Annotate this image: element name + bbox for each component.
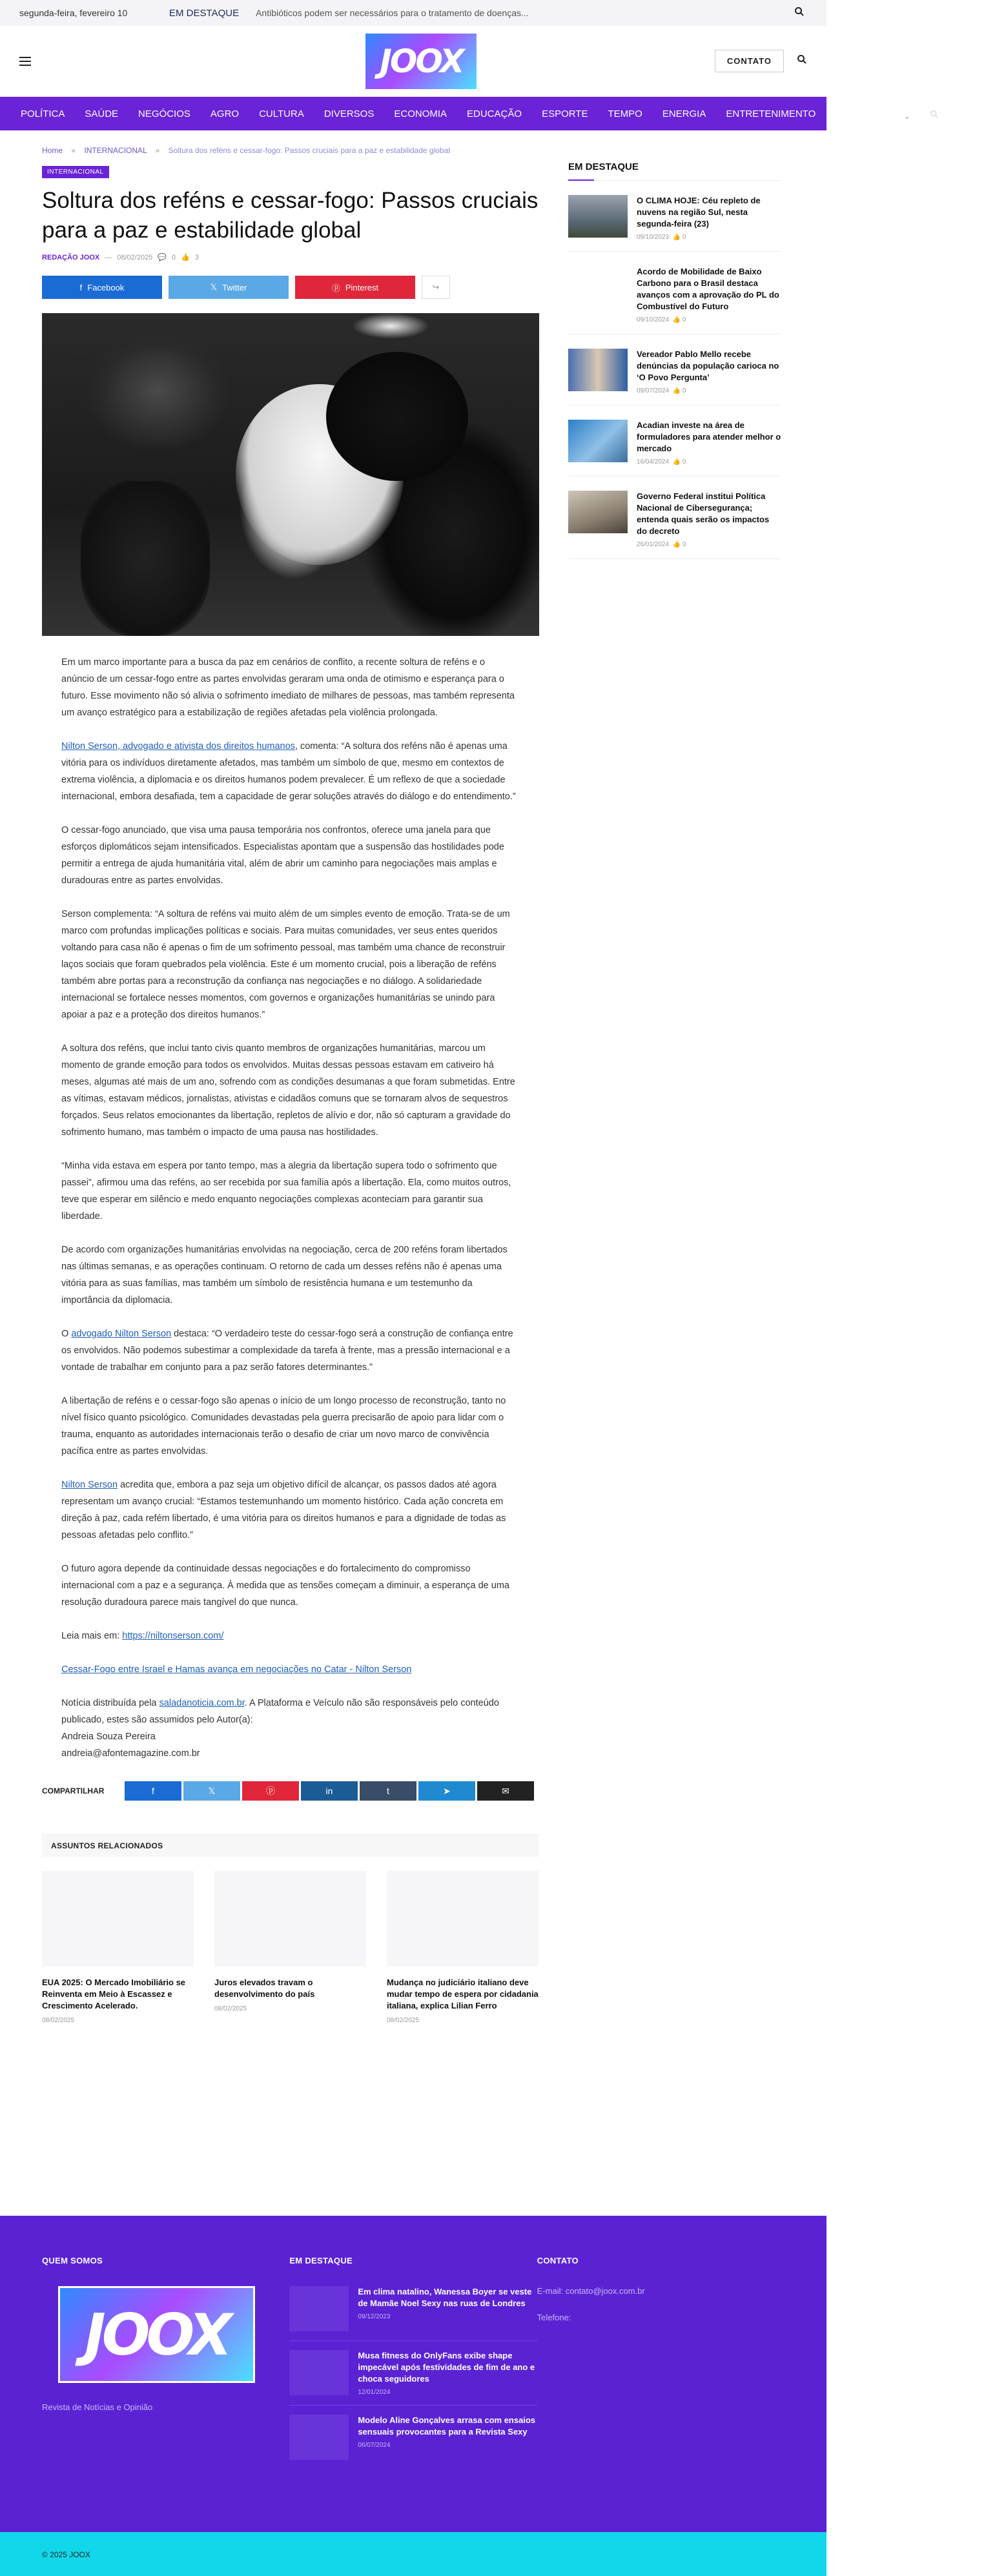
sidebar-post-title[interactable]: Vereador Pablo Mello recebe denúncias da população carioca no ‘O Povo Pergunta’ — [637, 349, 779, 382]
footer-about-heading: QUEM SOMOS — [42, 2256, 103, 2265]
article-paragraph: A soltura dos reféns, que inclui tanto civis quanto membros de organizações humanitárias, marcou um momento de grande emoção para todos os envolvidos. Muitas dessas pessoas estavam em cativeiro há meses, algumas até mais de um ano, sofrendo com as condições desumanas a que foram submetidas. Entre as vítimas, estavam médicos, jornalistas, ativistas e cidadãos comuns que se tornaram alvos de sequestros forçados. Seus relatos emocionantes da libertação, repletos de alívio e dor, não só capturam a gravidade do sofrimento humano, mas também o impacto de uma pausa nas hostilidades. — [61, 1043, 515, 1138]
footer-post-date: 09/12/2023 — [358, 2313, 391, 2320]
article-paragraph — [61, 738, 520, 805]
facebook-icon: f — [79, 282, 83, 292]
sidebar-post-thumbnail[interactable] — [568, 349, 628, 391]
comment-count: 0 — [172, 253, 176, 261]
sidebar-post-thumbnail[interactable] — [568, 195, 628, 238]
related-article-link[interactable]: Cessar-Fogo entre Israel e Hamas avança em negociações no Catar - Nilton Serson — [61, 1664, 412, 1675]
related-item[interactable] — [42, 1871, 194, 2024]
breadcrumb — [42, 130, 539, 165]
author-profile-link[interactable]: Nilton Serson — [61, 1480, 118, 1490]
copyright-text: © 2025 JOOX — [42, 2550, 90, 2559]
top-bar — [0, 0, 826, 26]
sidebar-post-date: 09/07/2024 — [637, 387, 670, 394]
share-twitter-label: Twitter — [222, 282, 247, 292]
footer-post-title[interactable]: Musa fitness do OnlyFans exibe shape impecável após festividades de fim de ano e choca seguidores — [358, 2351, 535, 2384]
pinterest-icon[interactable]: ⓟ — [242, 1781, 299, 1801]
nav-extras — [904, 110, 939, 122]
like-count: 0 — [682, 458, 686, 465]
related-title[interactable]: EUA 2025: O Mercado Imobiliário se Reinventa em Meio à Escassez e Crescimento Acelerado. — [42, 1978, 186, 2010]
footer-post[interactable] — [289, 2286, 537, 2341]
author-profile-link[interactable]: advogado Nilton Serson — [71, 1329, 172, 1339]
article-paragraph: O futuro agora depende da continuidade dessas negociações e do fortalecimento do compromisso internacional com a paz e a segurança. À medida que as tensões começam a diminuir, a esperança de uma resolução duradoura parece mais tangível do que nunca. — [61, 1564, 509, 1608]
share-label: COMPARTILHAR — [42, 1786, 105, 1795]
nav-item-saude[interactable]: SAÚDE — [85, 108, 119, 119]
like-count: 0 — [682, 541, 686, 548]
footer-contact-heading: CONTATO — [537, 2256, 579, 2265]
breadcrumb-home[interactable]: Home — [42, 146, 63, 155]
footer-phone: Telefone: — [537, 2313, 571, 2322]
current-date: segunda-feira, fevereiro 10 — [19, 8, 128, 18]
paragraph-text: , comenta: “A soltura dos reféns não é apenas uma vitória para os indivíduos diretamente afetados, mas também um símbolo de que, mesmo em contextos de extrema violência, a diplomacia e os direitos humanos podem prevalecer. É um reflexo de que a sociedade internacional, embora desafiada, tem a capacidade de gerar soluções através do diálogo e do entendimento.” — [61, 741, 516, 802]
breadcrumb-section[interactable]: INTERNACIONAL — [84, 146, 147, 155]
disclaimer-text: Notícia distribuída pela — [61, 1698, 159, 1708]
footer-about-text: Revista de Notícias e Opinião — [42, 2402, 153, 2412]
related-section — [42, 1834, 539, 2024]
like-count: 3 — [194, 253, 199, 261]
share-facebook-label: Facebook — [87, 282, 125, 292]
nav-item-diversos[interactable]: DIVERSOS — [323, 108, 375, 119]
sidebar-post-meta — [637, 316, 781, 323]
nav-item-educacao[interactable]: EDUCAÇÃO — [467, 108, 522, 119]
sidebar-post[interactable] — [568, 252, 781, 334]
like-icon: 👍 — [672, 316, 681, 323]
ticker-headline[interactable]: Antibióticos podem ser necessários para o tratamento de doenças... — [256, 8, 529, 18]
footer-post-thumbnail[interactable] — [289, 2286, 349, 2331]
footer-about — [42, 2256, 289, 2478]
article-paragraph — [61, 1477, 520, 1544]
footer-post-date: 12/01/2024 — [358, 2389, 391, 2396]
like-icon: 👍 — [672, 458, 681, 465]
site-footer — [0, 2216, 826, 2532]
author-link[interactable]: REDAÇÃO JOOX — [42, 253, 100, 261]
related-item[interactable] — [387, 1871, 539, 2024]
paragraph-text: destaca: “O verdadeiro teste do cessar-fogo será a construção de confiança entre os envolvidos. Não podemos subestimar a complexidade da tarefa à frente, mas a pressão internacional e a vontade de trabalhar em conjunto para a paz serão fatores determinantes.” — [61, 1329, 513, 1373]
sidebar-post-thumbnail[interactable] — [568, 491, 628, 533]
logo-text: JOOX — [84, 2301, 229, 2368]
related-date: 08/02/2025 — [214, 2005, 247, 2012]
share-buttons-bottom — [42, 1781, 539, 1801]
menu-icon[interactable] — [19, 57, 31, 66]
disclaimer — [61, 1695, 520, 1762]
article-main — [42, 130, 539, 2024]
sidebar-post-title[interactable]: Acadian investe na área de formuladores para atender melhor o mercado — [637, 420, 781, 453]
nav-item-esporte[interactable]: ESPORTE — [542, 108, 588, 119]
related-item[interactable] — [214, 1871, 366, 2024]
related-date: 08/02/2025 — [387, 2017, 420, 2024]
footer-post-date: 06/07/2024 — [358, 2442, 391, 2449]
pinterest-icon: ⓟ — [331, 283, 340, 293]
sidebar-post-title[interactable]: O CLIMA HOJE: Céu repleto de nuvens na região Sul, nesta segunda-feira (23) — [637, 196, 761, 229]
share-pinterest-label: Pinterest — [345, 282, 379, 292]
author-name: Andreia Souza Pereira — [61, 1732, 156, 1742]
sidebar-post-meta — [637, 458, 781, 465]
like-icon: 👍 — [672, 387, 681, 394]
footer-post-thumbnail[interactable] — [289, 2415, 349, 2460]
sidebar-heading: EM DESTAQUE — [568, 161, 781, 181]
article-paragraph: De acordo com organizações humanitárias envolvidas na negociação, cerca de 200 reféns foram libertados nas últimas semanas, e as operações continuam. O retorno de cada um desses reféns não é apenas uma vitória para as suas famílias, mas também um símbolo de resistência humana e um testemunho da importância da diplomacia. — [61, 1245, 508, 1305]
search-icon[interactable] — [797, 54, 807, 68]
nav-item-tempo[interactable]: TEMPO — [608, 108, 642, 119]
linkedin-icon[interactable]: in — [301, 1781, 358, 1801]
nav-item-politica[interactable]: POLÍTICA — [21, 108, 65, 119]
footer-post-title[interactable]: Modelo Aline Gonçalves arrasa com ensaios sensuais provocantes para a Revista Sexy — [358, 2415, 536, 2437]
like-icon: 👍 — [672, 541, 681, 548]
article-hero-image — [42, 313, 539, 636]
related-thumbnail[interactable] — [387, 1871, 539, 1967]
author-profile-link[interactable]: Nilton Serson, advogado e ativista dos direitos humanos — [61, 741, 295, 751]
related-title[interactable]: Mudança no judiciário italiano deve mudar tempo de espera por cidadania italiana, explica Lilian Ferro — [387, 1978, 539, 2010]
search-icon[interactable] — [794, 6, 807, 19]
site-logo[interactable] — [365, 34, 477, 89]
sidebar-post[interactable] — [568, 405, 781, 476]
paragraph-text: acredita que, embora a paz seja um objetivo difícil de alcançar, os passos dados até agora representam um avanço crucial: “Estamos testemunhando um momento histórico. Cada ação concreta em direção à paz, cada refém libertado, é uma vitória para os direitos humanos e para a dignidade de todas as pessoas afetadas pelo conflito.” — [61, 1480, 506, 1540]
share-twitter-button[interactable] — [169, 276, 289, 299]
sidebar-post-thumbnail[interactable] — [568, 266, 628, 309]
related-link-paragraph — [61, 1661, 520, 1678]
sidebar-post[interactable] — [568, 334, 781, 405]
article-paragraph: “Minha vida estava em espera por tanto tempo, mas a alegria da libertação supera todo o sofrimento que passei”, afirmou uma das reféns, ao ser recebida por sua família após a libertação. Ela, como muitos outros, teve que esperar em silêncio e medo enquanto negociações complexas aconteciam para garantir sua liberdade. — [61, 1161, 511, 1222]
telegram-icon[interactable]: ➤ — [418, 1781, 475, 1801]
footer-contact — [537, 2256, 785, 2478]
nav-item-negocios[interactable]: NEGÓCIOS — [138, 108, 190, 119]
sidebar-post-date: 09/10/2024 — [637, 316, 670, 323]
breadcrumb-current: Soltura dos reféns e cessar-fogo: Passos cruciais para a paz e estabilidade global — [168, 146, 450, 155]
article-body — [42, 636, 539, 1762]
like-icon: 👍 — [672, 234, 681, 241]
footer-post[interactable] — [289, 2350, 537, 2406]
related-heading: ASSUNTOS RELACIONADOS — [42, 1834, 539, 1857]
footer-email[interactable]: E-mail: contato@joox.com.br — [537, 2286, 645, 2296]
share-pinterest-button[interactable] — [295, 276, 415, 299]
source-link[interactable]: saladanoticia.com.br — [159, 1698, 245, 1708]
related-thumbnail[interactable] — [214, 1871, 366, 1967]
twitter-icon[interactable]: 𝕏 — [183, 1781, 240, 1801]
nav-item-energia[interactable]: ENERGIA — [662, 108, 706, 119]
sidebar-post-date: 16/04/2024 — [637, 458, 670, 465]
sidebar-post-title[interactable]: Governo Federal institui Política Nacional de Cibersegurança; entenda quais serão os impactos do decreto — [637, 491, 770, 536]
footer-featured-heading: EM DESTAQUE — [289, 2256, 353, 2265]
ticker-label: EM DESTAQUE — [169, 7, 240, 19]
logo-text: JOOX — [380, 42, 463, 80]
author-email: andreia@afontemagazine.com.br — [61, 1748, 200, 1759]
sidebar — [568, 130, 781, 2024]
article-paragraph: Serson complementa: “A soltura de reféns vai muito além de um simples evento de emoção. Trata-se de um marco com profundas implicações políticas e sociais. Para muitas comunidades, ver seus entes queridos voltando para casa não é apenas o fim de um sofrimento pessoal, mas também uma chance de reconstruir laços sociais que foram quebrados pela violência. Este é um momento crucial, pois a liberação de reféns também abre portas para a reconstrução da confiança nas negociações e no diálogo. A solidariedade internacional se fortalece nesses momentos, com governos e organizações humanitárias se unindo para apoiar a paz e a proteção dos direitos humanos.” — [61, 909, 510, 1020]
read-more-paragraph — [61, 1628, 520, 1644]
article-title: Soltura dos reféns e cessar-fogo: Passos cruciais para a paz e estabilidade global — [42, 188, 539, 243]
sidebar-post-date: 09/10/2023 — [637, 234, 670, 241]
footer-logo[interactable] — [58, 2286, 255, 2383]
article-paragraph: A libertação de reféns e o cessar-fogo são apenas o início de um longo processo de reconstrução, tanto no nível físico quanto psicológico. Comunidades devastadas pela guerra precisarão de apoio para lidar com o trauma, enquanto as autoridades internacionais terão o desafio de criar um novo marco de convivência pacífica entre as partes envolvidas. — [61, 1396, 506, 1457]
share-facebook-button[interactable] — [42, 276, 162, 299]
read-more-link[interactable]: https://niltonserson.com/ — [122, 1631, 224, 1641]
article-paragraph: O cessar-fogo anunciado, que visa uma pausa temporária nos confrontos, oferece uma janela para que esforços diplomáticos sejam intensificados. Especialistas apontam que a suspensão das hostilidades pode permitir a entrega de ajuda humanitária vital, além de abrir um caminho para negociações mais amplas e duradouras entre as partes envolvidas. — [61, 825, 504, 886]
breadcrumb-separator: » — [155, 146, 160, 155]
footer-post[interactable] — [289, 2415, 537, 2469]
sidebar-post[interactable] — [568, 181, 781, 252]
like-icon: 👍 — [181, 254, 190, 261]
article-paragraph — [61, 1325, 520, 1376]
meta-separator: — — [105, 253, 112, 261]
disclaimer-text: . A Plataforma e Veículo não são responsáveis pelo conteúdo publicado, estes são assumidos pelo Autor(a): — [61, 1698, 499, 1725]
twitter-icon: 𝕏 — [210, 282, 218, 292]
site-header — [0, 26, 826, 97]
sidebar-post-meta — [637, 387, 781, 394]
sidebar-post-thumbnail[interactable] — [568, 420, 628, 462]
search-icon[interactable] — [930, 110, 939, 122]
related-thumbnail[interactable] — [42, 1871, 194, 1967]
facebook-icon[interactable]: f — [125, 1781, 181, 1801]
sidebar-post-meta — [637, 541, 781, 548]
share-more-button[interactable] — [422, 276, 450, 299]
article-paragraph: Em um marco importante para a busca da paz em cenários de conflito, a recente soltura de reféns e o anúncio de um cessar-fogo entre as partes envolvidas geraram uma onda de otimismo e esperança para o futuro. Esse movimento não só alivia o sofrimento imediato de milhares de pessoas, mas também representa um avanço estratégico para a estabilização de regiões afetadas pela violência prolongada. — [61, 657, 515, 718]
sidebar-post-title[interactable]: Acordo de Mobilidade de Baixo Carbono para o Brasil destaca avanços com a aprovação do PL do Combustível do Futuro — [637, 267, 779, 311]
nav-item-economia[interactable]: ECONOMIA — [394, 108, 447, 119]
nav-item-agro[interactable]: AGRO — [210, 108, 240, 119]
sidebar-post-meta — [637, 234, 781, 241]
share-icon: ↪ — [432, 282, 440, 292]
category-badge[interactable]: INTERNACIONAL — [42, 166, 109, 178]
related-title[interactable]: Juros elevados travam o desenvolvimento do país — [214, 1978, 315, 1999]
read-more-label: Leia mais em: — [61, 1631, 123, 1641]
like-count: 0 — [682, 316, 686, 323]
footer-post-title[interactable]: Em clima natalino, Wanessa Boyer se veste de Mamãe Noel Sexy nas ruas de Londres — [358, 2287, 532, 2308]
like-count: 0 — [682, 234, 686, 241]
sidebar-post[interactable] — [568, 476, 781, 559]
paragraph-text: O — [61, 1329, 72, 1339]
nav-item-cultura[interactable]: CULTURA — [259, 108, 304, 119]
tumblr-icon[interactable]: t — [360, 1781, 416, 1801]
like-count: 0 — [682, 387, 686, 394]
comment-icon: 💬 — [158, 254, 167, 261]
email-icon[interactable]: ✉ — [477, 1781, 534, 1801]
contact-button[interactable]: CONTATO — [715, 50, 784, 72]
article-meta — [42, 253, 539, 261]
footer-featured — [289, 2256, 537, 2478]
article-date: 08/02/2025 — [117, 253, 153, 261]
share-buttons-top — [42, 276, 539, 299]
sidebar-post-date: 26/01/2024 — [637, 541, 670, 548]
nav-item-entretenimento[interactable]: ENTRETENIMENTO — [726, 108, 816, 119]
chevron-down-icon[interactable]: ⌄ — [904, 111, 911, 121]
related-date: 08/02/2025 — [42, 2017, 75, 2024]
main-nav — [0, 97, 826, 130]
breadcrumb-separator: » — [71, 146, 76, 155]
footer-post-thumbnail[interactable] — [289, 2350, 349, 2395]
copyright-bar — [0, 2532, 826, 2576]
